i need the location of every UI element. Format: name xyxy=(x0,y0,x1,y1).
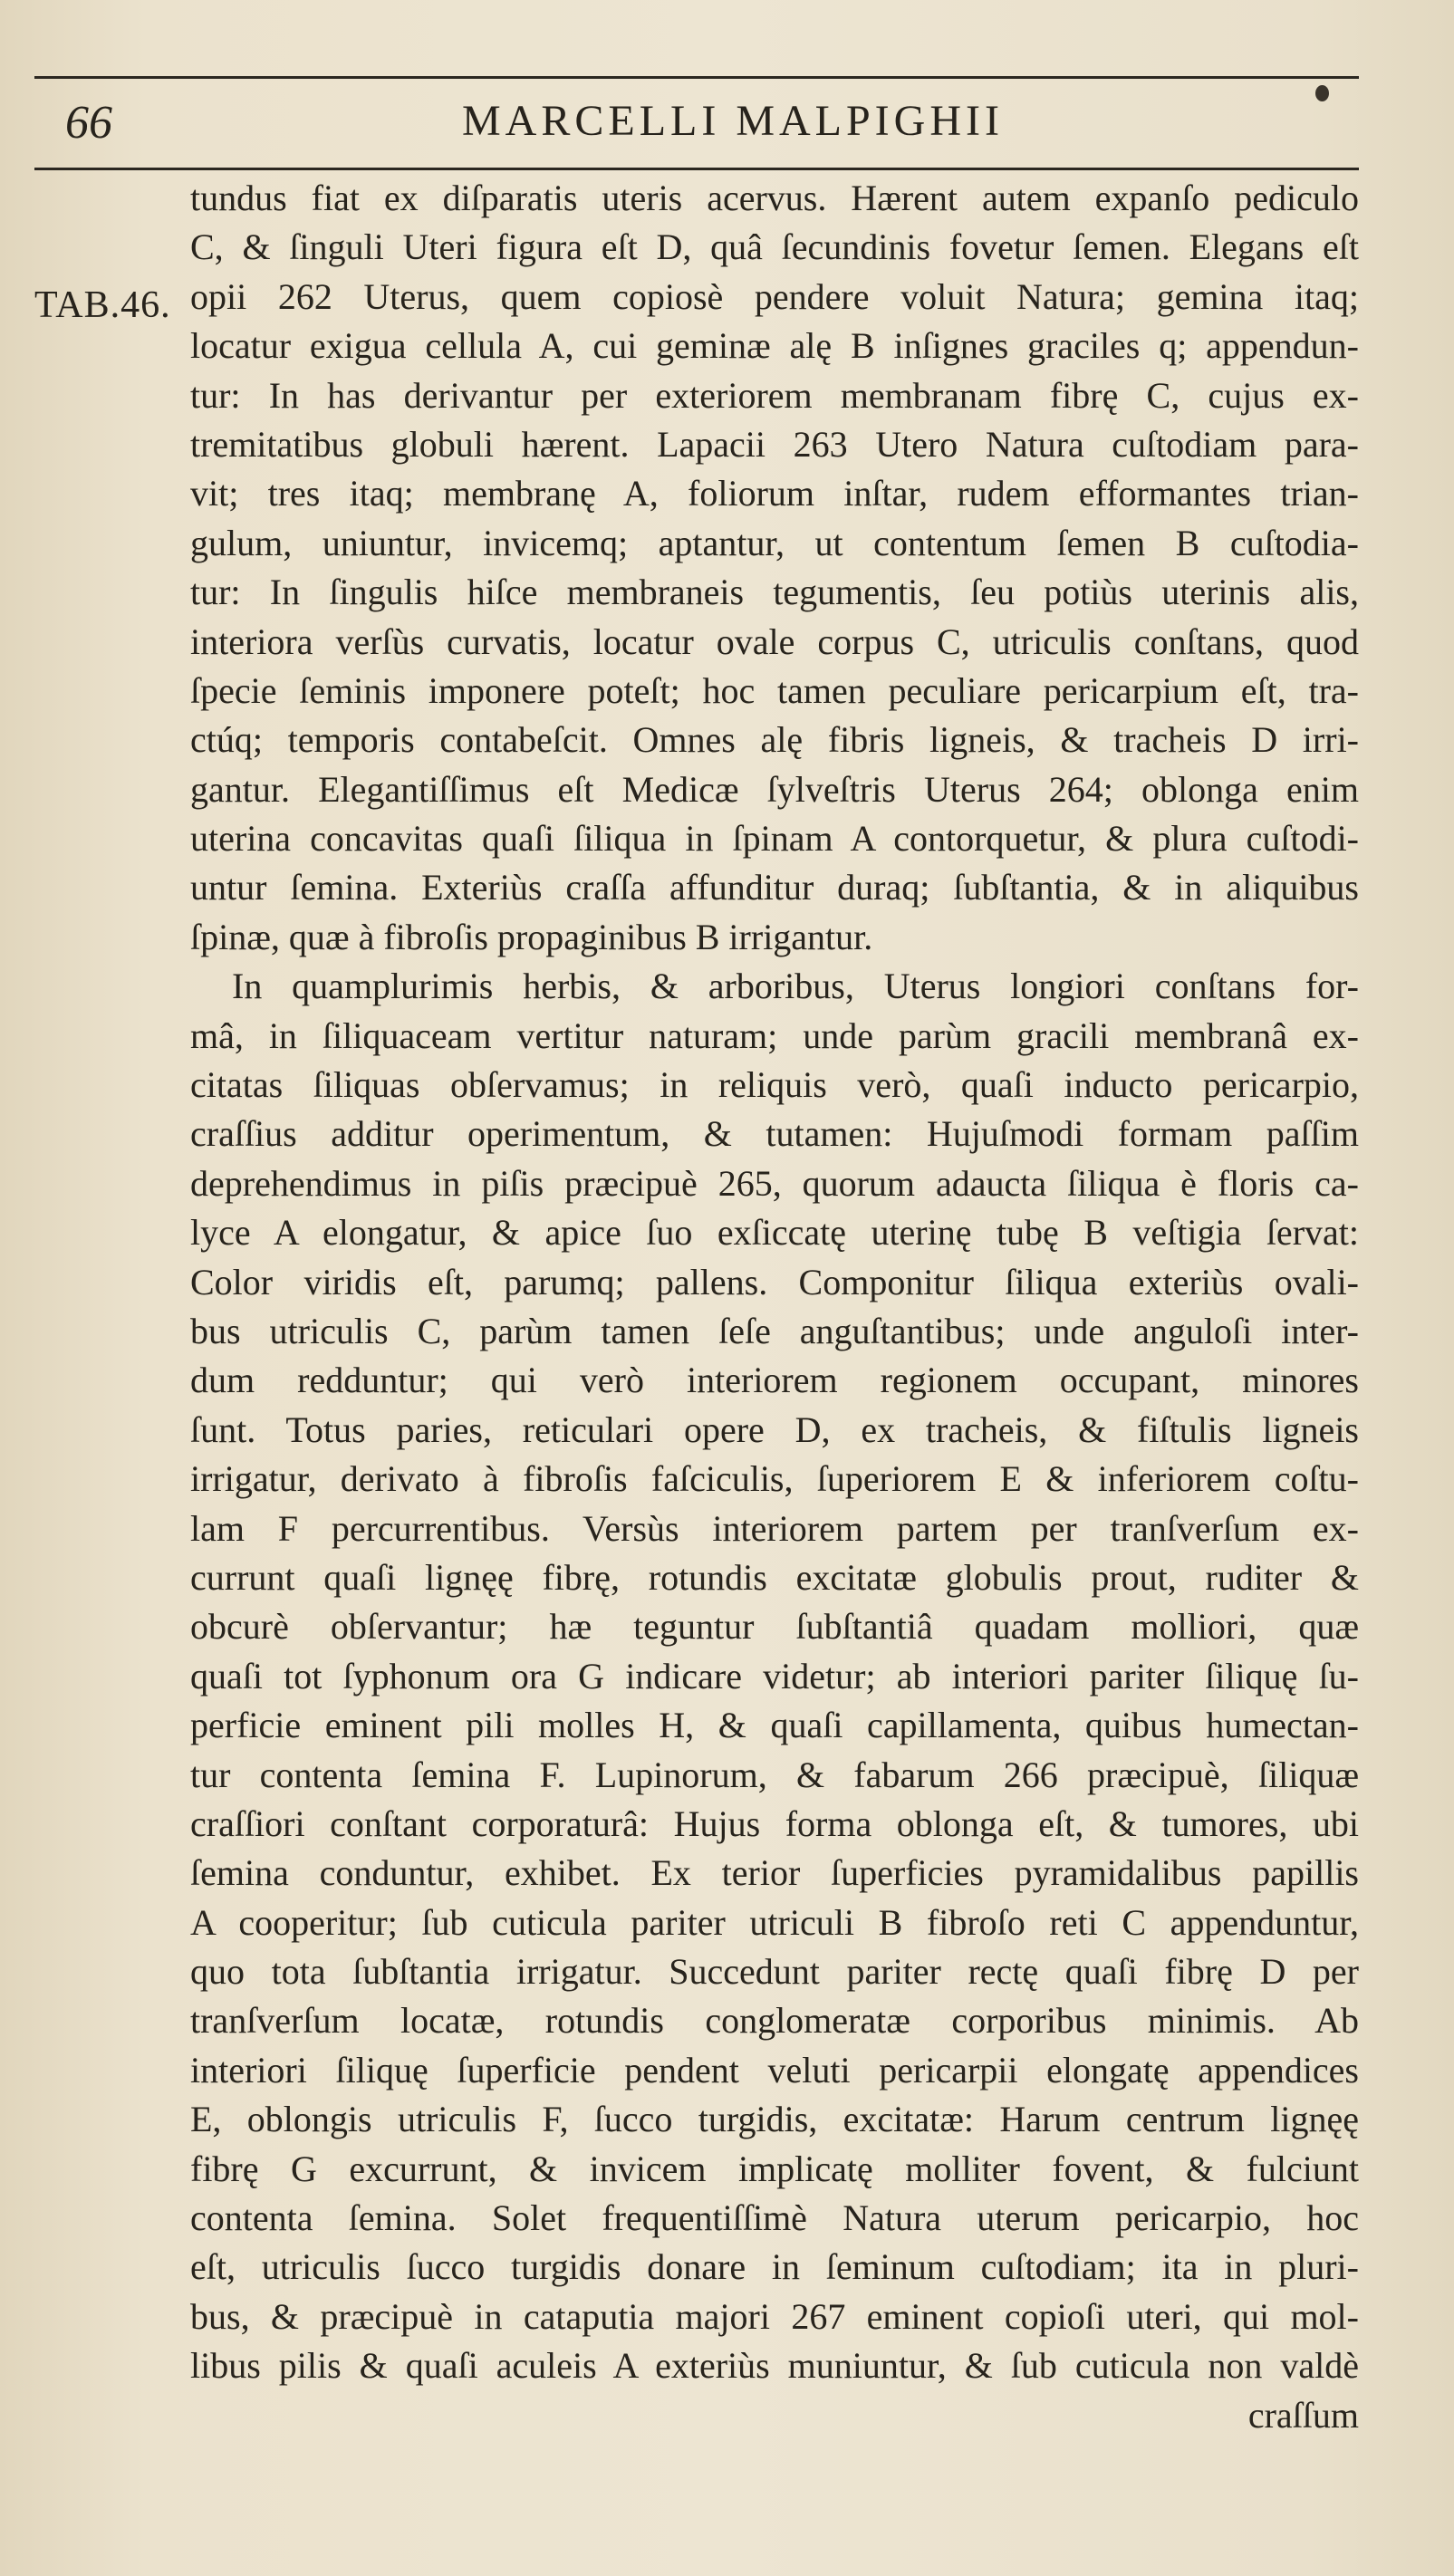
text-line: ſpinæ, quæ à fibroſis propaginibus B irrigantur. xyxy=(190,916,873,957)
text-line: lyce A elongatur, & apice ſuo exſiccatę uterinę tubę B veſtigia ſervat: xyxy=(190,1212,1359,1254)
text-line: currunt quaſi lignęę fibrę, rotundis excitatæ globulis prout, ruditer & xyxy=(190,1556,1359,1598)
running-title: MARCELLI MALPIGHII xyxy=(462,97,1004,145)
text-line: libus pilis & quaſi aculeis A exteriùs muniuntur, & ſub cuticula non valdè xyxy=(190,2345,1359,2387)
text-line: perficie eminent pili molles H, & quaſi capillamenta, quibus humectan- xyxy=(190,1705,1359,1746)
text-line: C, & ſinguli Uteri figura eſt D, quâ ſecundinis fovetur ſemen. Elegans eſt xyxy=(190,226,1359,268)
text-line: quo tota ſubſtantia irrigatur. Succedunt pariter rectę quaſi fibrę D per xyxy=(190,1951,1359,1993)
text-line: citatas ſiliquas obſervamus; in reliquis verò, quaſi inducto pericarpio, xyxy=(190,1064,1359,1106)
text-line: interiora verſùs curvatis, locatur ovale corpus C, utriculis conſtans, quod xyxy=(190,620,1359,662)
text-line: ſunt. Totus paries, reticulari opere D, ex tracheis, & fiſtulis ligneis xyxy=(190,1408,1359,1450)
text-line: quaſi tot ſyphonum ora G indicare videtur; ab interiori pariter ſiliquę ſu- xyxy=(190,1655,1359,1697)
text-line: tremitatibus globuli hærent. Lapacii 263 Utero Natura cuſtodiam para- xyxy=(190,423,1359,465)
text-line: craſſiori conſtant corporaturâ: Hujus forma oblonga eſt, & tumores, ubi xyxy=(190,1802,1359,1844)
text-line: eſt, utriculis ſucco turgidis donare in ſeminum cuſtodiam; ita in pluri- xyxy=(190,2246,1359,2288)
text-line: deprehendimus in piſis præcipuè 265, quorum adaucta ſiliqua è floris ca- xyxy=(190,1162,1359,1204)
text-line: vit; tres itaq; membranę A, foliorum inſtar, rudem efformantes trian- xyxy=(190,473,1359,514)
text-line: craſſius additur operimentum, & tutamen: Hujuſmodi formam paſſim xyxy=(190,1113,1359,1155)
paragraph-start-line: In quamplurimis herbis, & arboribus, Uterus longiori conſtans for- xyxy=(232,966,1359,1007)
text-line: tur: In has derivantur per exteriorem membranam fibrę C, cujus ex- xyxy=(190,374,1359,416)
text-line: gantur. Elegantiſſimus eſt Medicæ ſylveſtris Uterus 264; oblonga enim xyxy=(190,768,1359,810)
text-line: lam F percurrentibus. Versùs interiorem partem per tranſverſum ex- xyxy=(190,1507,1359,1549)
header-rule-bottom xyxy=(34,168,1359,170)
header-rule-top xyxy=(34,76,1359,79)
text-line: A cooperitur; ſub cuticula pariter utriculi B fibroſo reti C appenduntur, xyxy=(190,1901,1359,1943)
text-line: gulum, uniuntur, invicemq; aptantur, ut contentum ſemen B cuſtodia- xyxy=(190,522,1359,563)
text-line: untur ſemina. Exteriùs craſſa affunditur duraq; ſubſtantia, & in aliquibus xyxy=(190,867,1359,908)
text-line: tur contenta ſemina F. Lupinorum, & fabarum 266 præcipuè, ſiliquæ xyxy=(190,1754,1359,1795)
text-line: bus utriculis C, parùm tamen ſeſe anguſtantibus; unde anguloſi inter- xyxy=(190,1310,1359,1351)
text-line: dum redduntur; qui verò interiorem regionem occupant, minores xyxy=(190,1360,1359,1401)
text-line: contenta ſemina. Solet frequentiſſimè Natura uterum pericarpio, hoc xyxy=(190,2197,1359,2239)
text-line: ſemina conduntur, exhibet. Ex terior ſuperficies pyramidalibus papillis xyxy=(190,1852,1359,1894)
text-line: locatur exigua cellula A, cui geminæ alę B inſignes graciles q; appendun- xyxy=(190,325,1359,367)
text-line: opii 262 Uterus, quem copiosè pendere voluit Natura; gemina itaq; xyxy=(190,275,1359,317)
text-line: bus, & præcipuè in cataputia majori 267 eminent copioſi uteri, qui mol- xyxy=(190,2295,1359,2337)
text-line: obcurè obſervantur; hæ teguntur ſubſtantiâ quadam molliori, quæ xyxy=(190,1606,1359,1648)
text-line: tranſverſum locatæ, rotundis conglomeratæ corporibus minimis. Ab xyxy=(190,2000,1359,2042)
page-number: 66 xyxy=(65,97,112,149)
text-line: ſpecie ſeminis imponere poteſt; hoc tamen peculiare pericarpium eſt, tra- xyxy=(190,669,1359,711)
text-line: fibrę G excurrunt, & invicem implicatę molliter fovent, & fulciunt xyxy=(190,2148,1359,2189)
text-line: E, oblongis utriculis F, ſucco turgidis, excitatæ: Harum centrum lignęę xyxy=(190,2099,1359,2140)
text-line: mâ, in ſiliquaceam vertitur naturam; unde parùm gracili membranâ ex- xyxy=(190,1014,1359,1056)
ink-blot xyxy=(1315,85,1329,101)
text-line: tundus fiat ex diſparatis uteris acervus. Hærent autem expanſo pediculo xyxy=(190,178,1359,218)
margin-table-reference: TAB.46. xyxy=(34,284,171,326)
text-line: Color viridis eſt, parumq; pallens. Componitur ſiliqua exteriùs ovali- xyxy=(190,1261,1359,1302)
text-line: ctúq; temporis contabeſcit. Omnes alę fibris ligneis, & tracheis D irri- xyxy=(190,719,1359,761)
text-line: interiori ſiliquę ſuperficie pendent veluti pericarpii elongatę appendices xyxy=(190,2049,1359,2091)
text-line: uterina concavitas quaſi ſiliqua in ſpinam A contorquetur, & plura cuſtodi- xyxy=(190,818,1359,860)
text-line: irrigatur, derivato à fibroſis faſciculis, ſuperiorem E & inferiorem coſtu- xyxy=(190,1458,1359,1500)
body-text xyxy=(190,174,1359,2440)
catchword: craſſum xyxy=(1247,2394,1359,2436)
text-line: tur: In ſingulis hiſce membraneis tegumentis, ſeu potiùs uterinis alis, xyxy=(190,572,1359,613)
